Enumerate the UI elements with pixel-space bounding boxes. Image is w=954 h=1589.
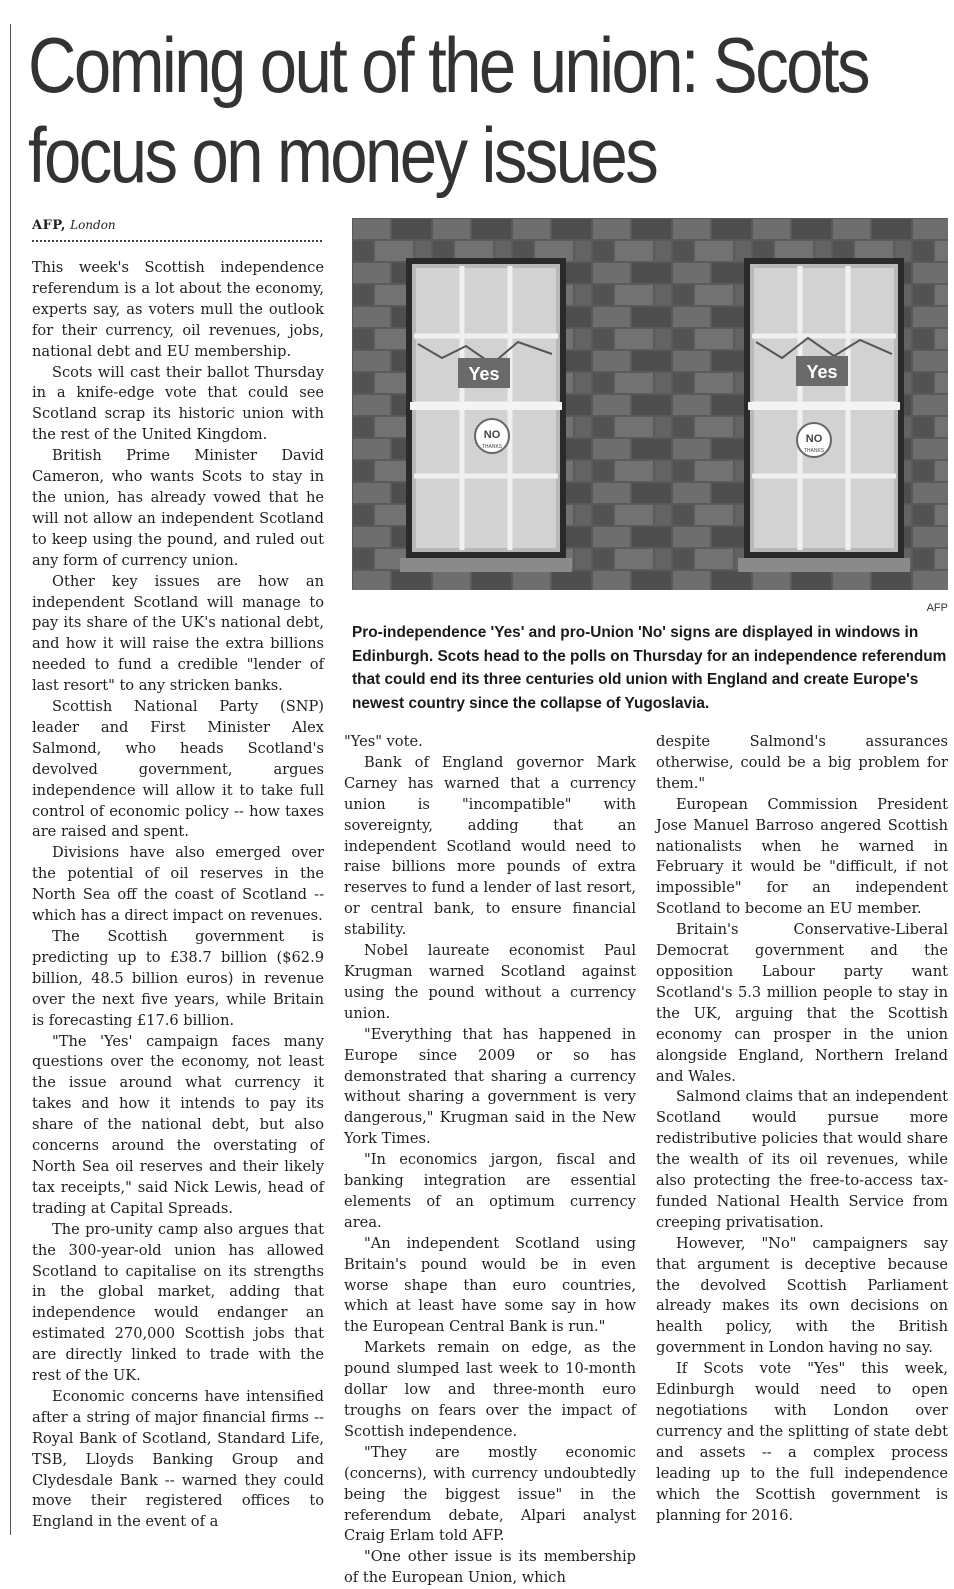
yes-sign-right: Yes: [806, 362, 838, 382]
no-sign-right: NO: [805, 433, 823, 445]
paragraph: Salmond claims that an independent Scotland would pursue more redistributive policies that would share the wealth of its oil revenues, while also protecting the free-to-access tax-funded National Health Service from creeping privatisation.: [656, 1088, 948, 1231]
paragraph: The Scottish government is predicting up to £38.7 billion ($62.9 billion, 48.5 billion euros) in revenue over the next five years, while Britain is forecasting £17.6 billion.: [32, 928, 324, 1029]
no-sign-left: NO: [483, 429, 501, 441]
paragraph: British Prime Minister David Cameron, who wants Scots to stay in the union, has already vowed that he will not allow an independent Scotland to keep using the pound, and ruled out any form of currency union.: [32, 447, 324, 569]
article-column-3: [656, 732, 948, 1535]
photo-credit: AFP: [926, 602, 948, 614]
byline-location: London: [70, 218, 116, 232]
column-rule: [10, 24, 11, 1535]
paragraph: Scots will cast their ballot Thursday in a knife-edge vote that could see Scotland scrap its historic union with the rest of the United Kingdom.: [32, 363, 324, 444]
paragraph: "Everything that has happened in Europe since 2009 or so has demonstrated that sharing a currency without sharing a government is very dangerous," Krugman said in the New York Times.: [344, 1025, 636, 1148]
byline-agency: AFP,: [32, 218, 66, 233]
window-right: [738, 258, 910, 572]
paragraph: despite Salmond's assurances otherwise, could be a big problem for them.": [656, 733, 948, 792]
byline-divider: [32, 240, 322, 242]
paragraph: "In economics jargon, fiscal and banking integration are essential elements of an optimum currency area.: [344, 1151, 636, 1231]
window-left: [400, 258, 572, 572]
paragraph: Britain's Conservative-Liberal Democrat government and the opposition Labour party want Scotland's 5.3 million people to stay in the UK, arguing that the Scottish economy can prosper in the union alongside England, Northern Ireland and Wales.: [656, 921, 948, 1085]
paragraph: Bank of England governor Mark Carney has warned that a currency union is "incompatible" with sovereignty, adding that an independent Scotland would need to raise billions more pounds of extra reserves to fund a lender of last resort, or central bank, to ensure financial stability.: [344, 753, 636, 939]
article-photo: [352, 218, 948, 590]
paragraph: The pro-unity camp also argues that the 300-year-old union has allowed Scotland to capitalise on its strengths in the global market, adding that independence would endanger an estimated 270,000 Scottish jobs that are directly linked to trade with the rest of the UK.: [32, 1220, 324, 1385]
paragraph: "They are mostly economic (concerns), with currency undoubtedly being the biggest issue" in the referendum debate, Alpari analyst Craig Erlam told AFP.: [344, 1443, 636, 1545]
paragraph: "The 'Yes' campaign faces many questions over the economy, not least the issue around what currency it takes and how it intends to pay its share of the national debt, but also concerns around the overstating of North Sea oil reserves and their likely tax receipts," said Nick Lewis, head of trading at Capital Spreads.: [32, 1032, 324, 1217]
paragraph: "One other issue is its membership of the European Union, which: [344, 1548, 636, 1587]
paragraph: "An independent Scotland using Britain's pound would be in even worse shape than euro countries, which at least have some say in how the European Central Bank is run.": [344, 1234, 636, 1336]
paragraph: Other key issues are how an independent Scotland will manage to pay its share of the UK's national debt, and how it will raise the extra billions needed to fund a credible "lender of last resort" to any stricken banks.: [32, 572, 324, 695]
paragraph: Markets remain on edge, as the pound slumped last week to 10-month dollar low and three-month euro troughs on fears over the impact of Scottish independence.: [344, 1339, 636, 1440]
paragraph: Economic concerns have intensified after a string of major financial firms -- Royal Bank of Scotland, Standard Life, TSB, Lloyds Banking Group and Clydesdale Bank -- warned they could move their registered offices to England in the event of a: [32, 1387, 324, 1531]
no-thanks-right: THANKS: [803, 448, 825, 454]
byline: [32, 218, 116, 233]
article-column-1: [32, 258, 324, 1535]
paragraph: However, "No" campaigners say that argument is deceptive because the devolved Scottish Parliament already makes its own decisions on health policy, with the British government in London having no say.: [656, 1234, 948, 1357]
paragraph: "Yes" vote.: [344, 733, 423, 750]
paragraph: This week's Scottish independence referendum is a lot about the economy, experts say, as voters mull the outlook for their currency, oil revenues, jobs, national debt and EU membership.: [32, 259, 324, 360]
headline-line-2: focus on money issues: [28, 111, 657, 199]
yes-sign-left: Yes: [468, 364, 500, 384]
paragraph: Nobel laureate economist Paul Krugman warned Scotland against using the pound without a currency union.: [344, 942, 636, 1022]
paragraph: Scottish National Party (SNP) leader and First Minister Alex Salmond, who heads Scotland's devolved government, argues independence will allow it to take full control of economic policy -- how taxes are raised and spent.: [32, 698, 324, 841]
headline: [28, 20, 868, 200]
article-column-2: [344, 732, 636, 1587]
paragraph: If Scots vote "Yes" this week, Edinburgh would need to open negotiations with London over currency and the splitting of state debt and assets -- a complex process leading up to the full independence which the Scottish government is planning for 2016.: [656, 1360, 948, 1524]
headline-line-1: Coming out of the union: Scots: [28, 21, 868, 109]
photo-caption: Pro-independence 'Yes' and pro-Union 'No' signs are displayed in windows in Edinburgh. Scots head to the polls on Thursday for an independence referendum that could end its three centuries old union with England and create Europe's newest country since the collapse of Yugoslavia.: [352, 624, 947, 712]
paragraph: Divisions have also emerged over the potential of oil reserves in the North Sea off the coast of Scotland -- which has a direct impact on revenues.: [32, 844, 324, 925]
paragraph: European Commission President Jose Manuel Barroso angered Scottish nationalists when he warned in February it would be "difficult, if not impossible" for an independent Scotland to become an EU member.: [656, 795, 948, 918]
no-thanks-left: THANKS: [481, 444, 503, 450]
